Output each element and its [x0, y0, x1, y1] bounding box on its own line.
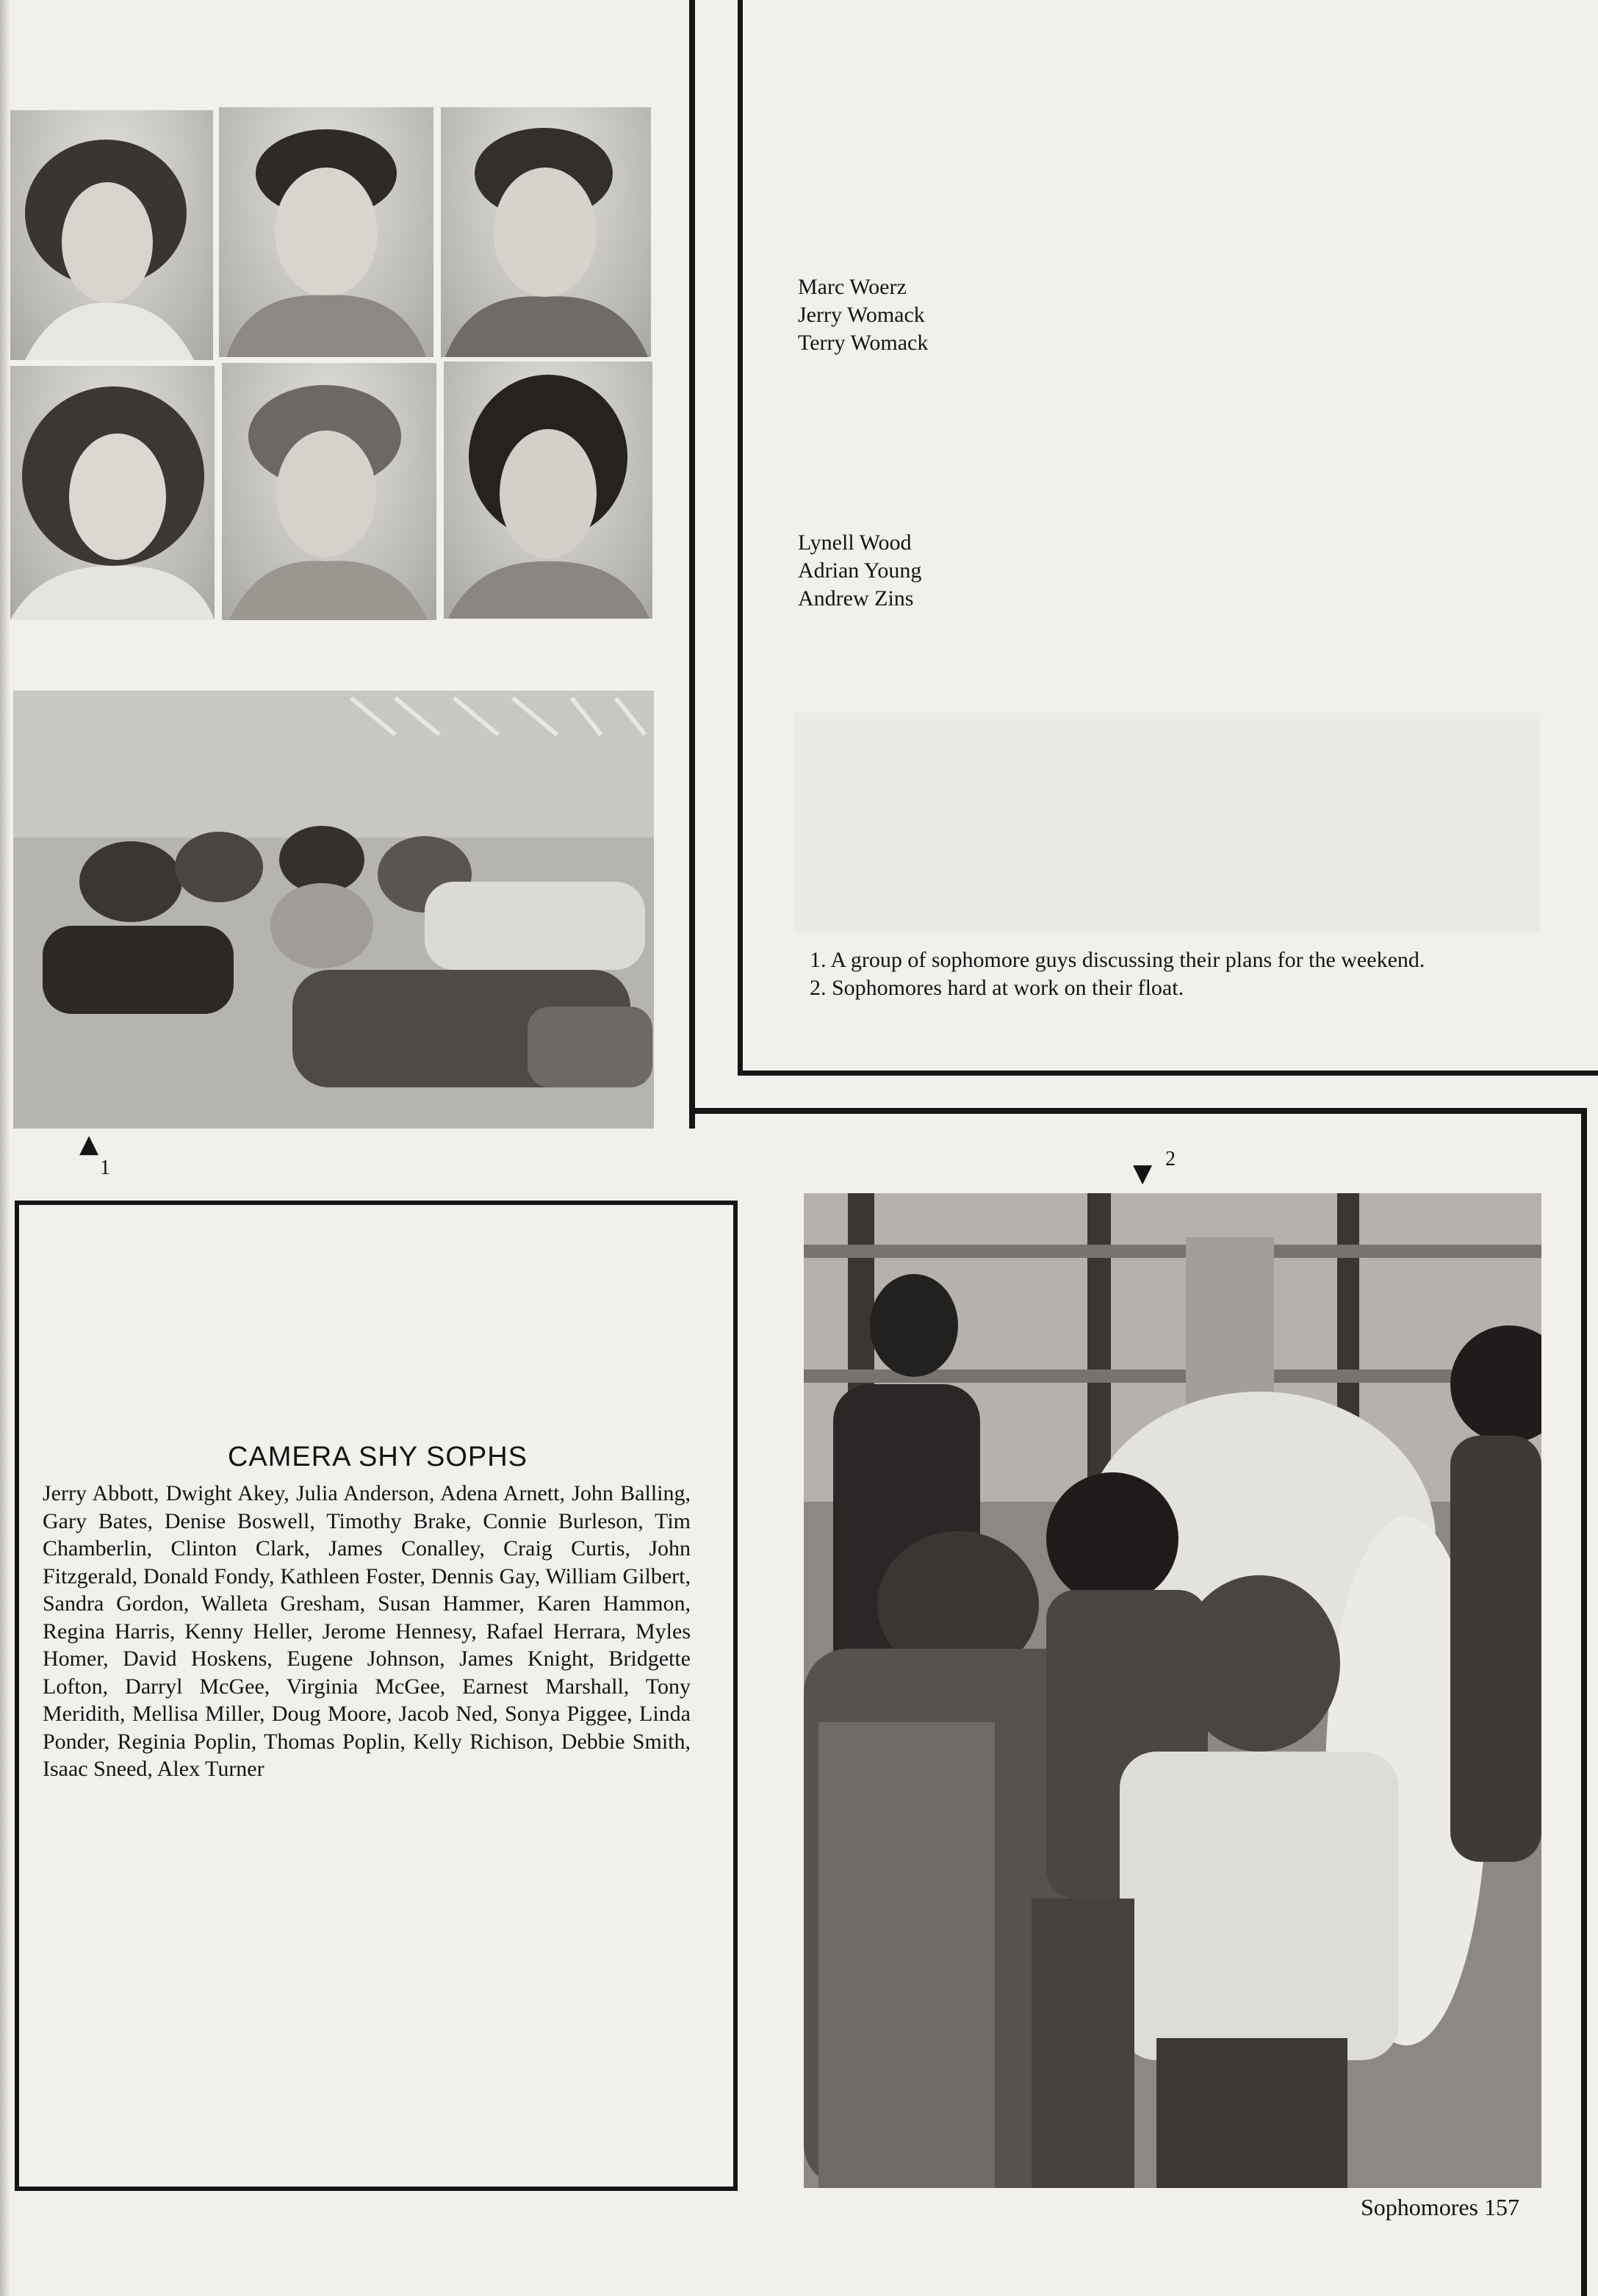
- photo-1-marker-arrow: ▲: [79, 1129, 99, 1159]
- page-binding-shadow: [0, 0, 10, 2296]
- photo-2-marker-number: 2: [1165, 1148, 1176, 1170]
- student-name: Marc Woerz: [798, 275, 907, 299]
- photo-students-on-floor: [13, 691, 654, 1129]
- student-name: Jerry Womack: [798, 303, 925, 327]
- show-through-block: [793, 713, 1540, 933]
- name-list-middle: [798, 529, 921, 613]
- caption-1: 1. A group of sophomore guys discussing their plans for the weekend.: [810, 948, 1425, 972]
- name-list-top: [798, 273, 928, 357]
- student-name: Lynell Wood: [798, 530, 912, 555]
- photo-2-marker-arrow: ▼: [1133, 1159, 1153, 1188]
- photo-float-building: [804, 1193, 1541, 2188]
- portrait-photo: [444, 361, 652, 619]
- student-name: Adrian Young: [798, 558, 922, 583]
- portrait-photo: [10, 366, 215, 620]
- portrait-photo: [441, 107, 651, 357]
- student-name: Andrew Zins: [798, 586, 914, 611]
- portrait-photo: [222, 363, 436, 620]
- camera-shy-names: Jerry Abbott, Dwight Akey, Julia Anderson, Adena Arnett, John Balling, Gary Bates, Denise Boswell, Timothy Brake, Connie Burleson, Tim Chamberlin, Clinton Clark, James Conalley, Craig Curtis, John Fitzgerald, Donald Fondy, Kathleen Foster, Dennis Gay, William Gilbert, Sandra Gordon, Walleta Gresham, Susan Hammer, Karen Hammon, Regina Harris, Kenny Heller, Jerome Hennesy, Rafael Herrara, Myles Homer, David Hoskens, Eugene Johnson, James Knight, Bridgette Lofton, Darryl McGee, Virginia McGee, Earnest Marshall, Tony Meridith, Mellisa Miller, Doug Moore, Jacob Ned, Sonya Piggee, Linda Ponder, Reginia Poplin, Thomas Poplin, Kelly Richison, Debbie Smith, Isaac Sneed, Alex Turner: [43, 1481, 691, 1781]
- camera-shy-title: CAMERA SHY SOPHS: [227, 1442, 528, 1472]
- photo-captions: [810, 946, 1481, 1002]
- caption-2: 2. Sophomores hard at work on their float.: [810, 976, 1184, 1000]
- portrait-photo: [10, 110, 213, 360]
- top-right-frame-outer-left: [689, 0, 695, 1129]
- page-folio: Sophomores 157: [1361, 2194, 1519, 2220]
- student-name: Terry Womack: [798, 331, 929, 355]
- photo-1-marker-number: 1: [100, 1156, 110, 1179]
- portrait-photo: [219, 107, 433, 357]
